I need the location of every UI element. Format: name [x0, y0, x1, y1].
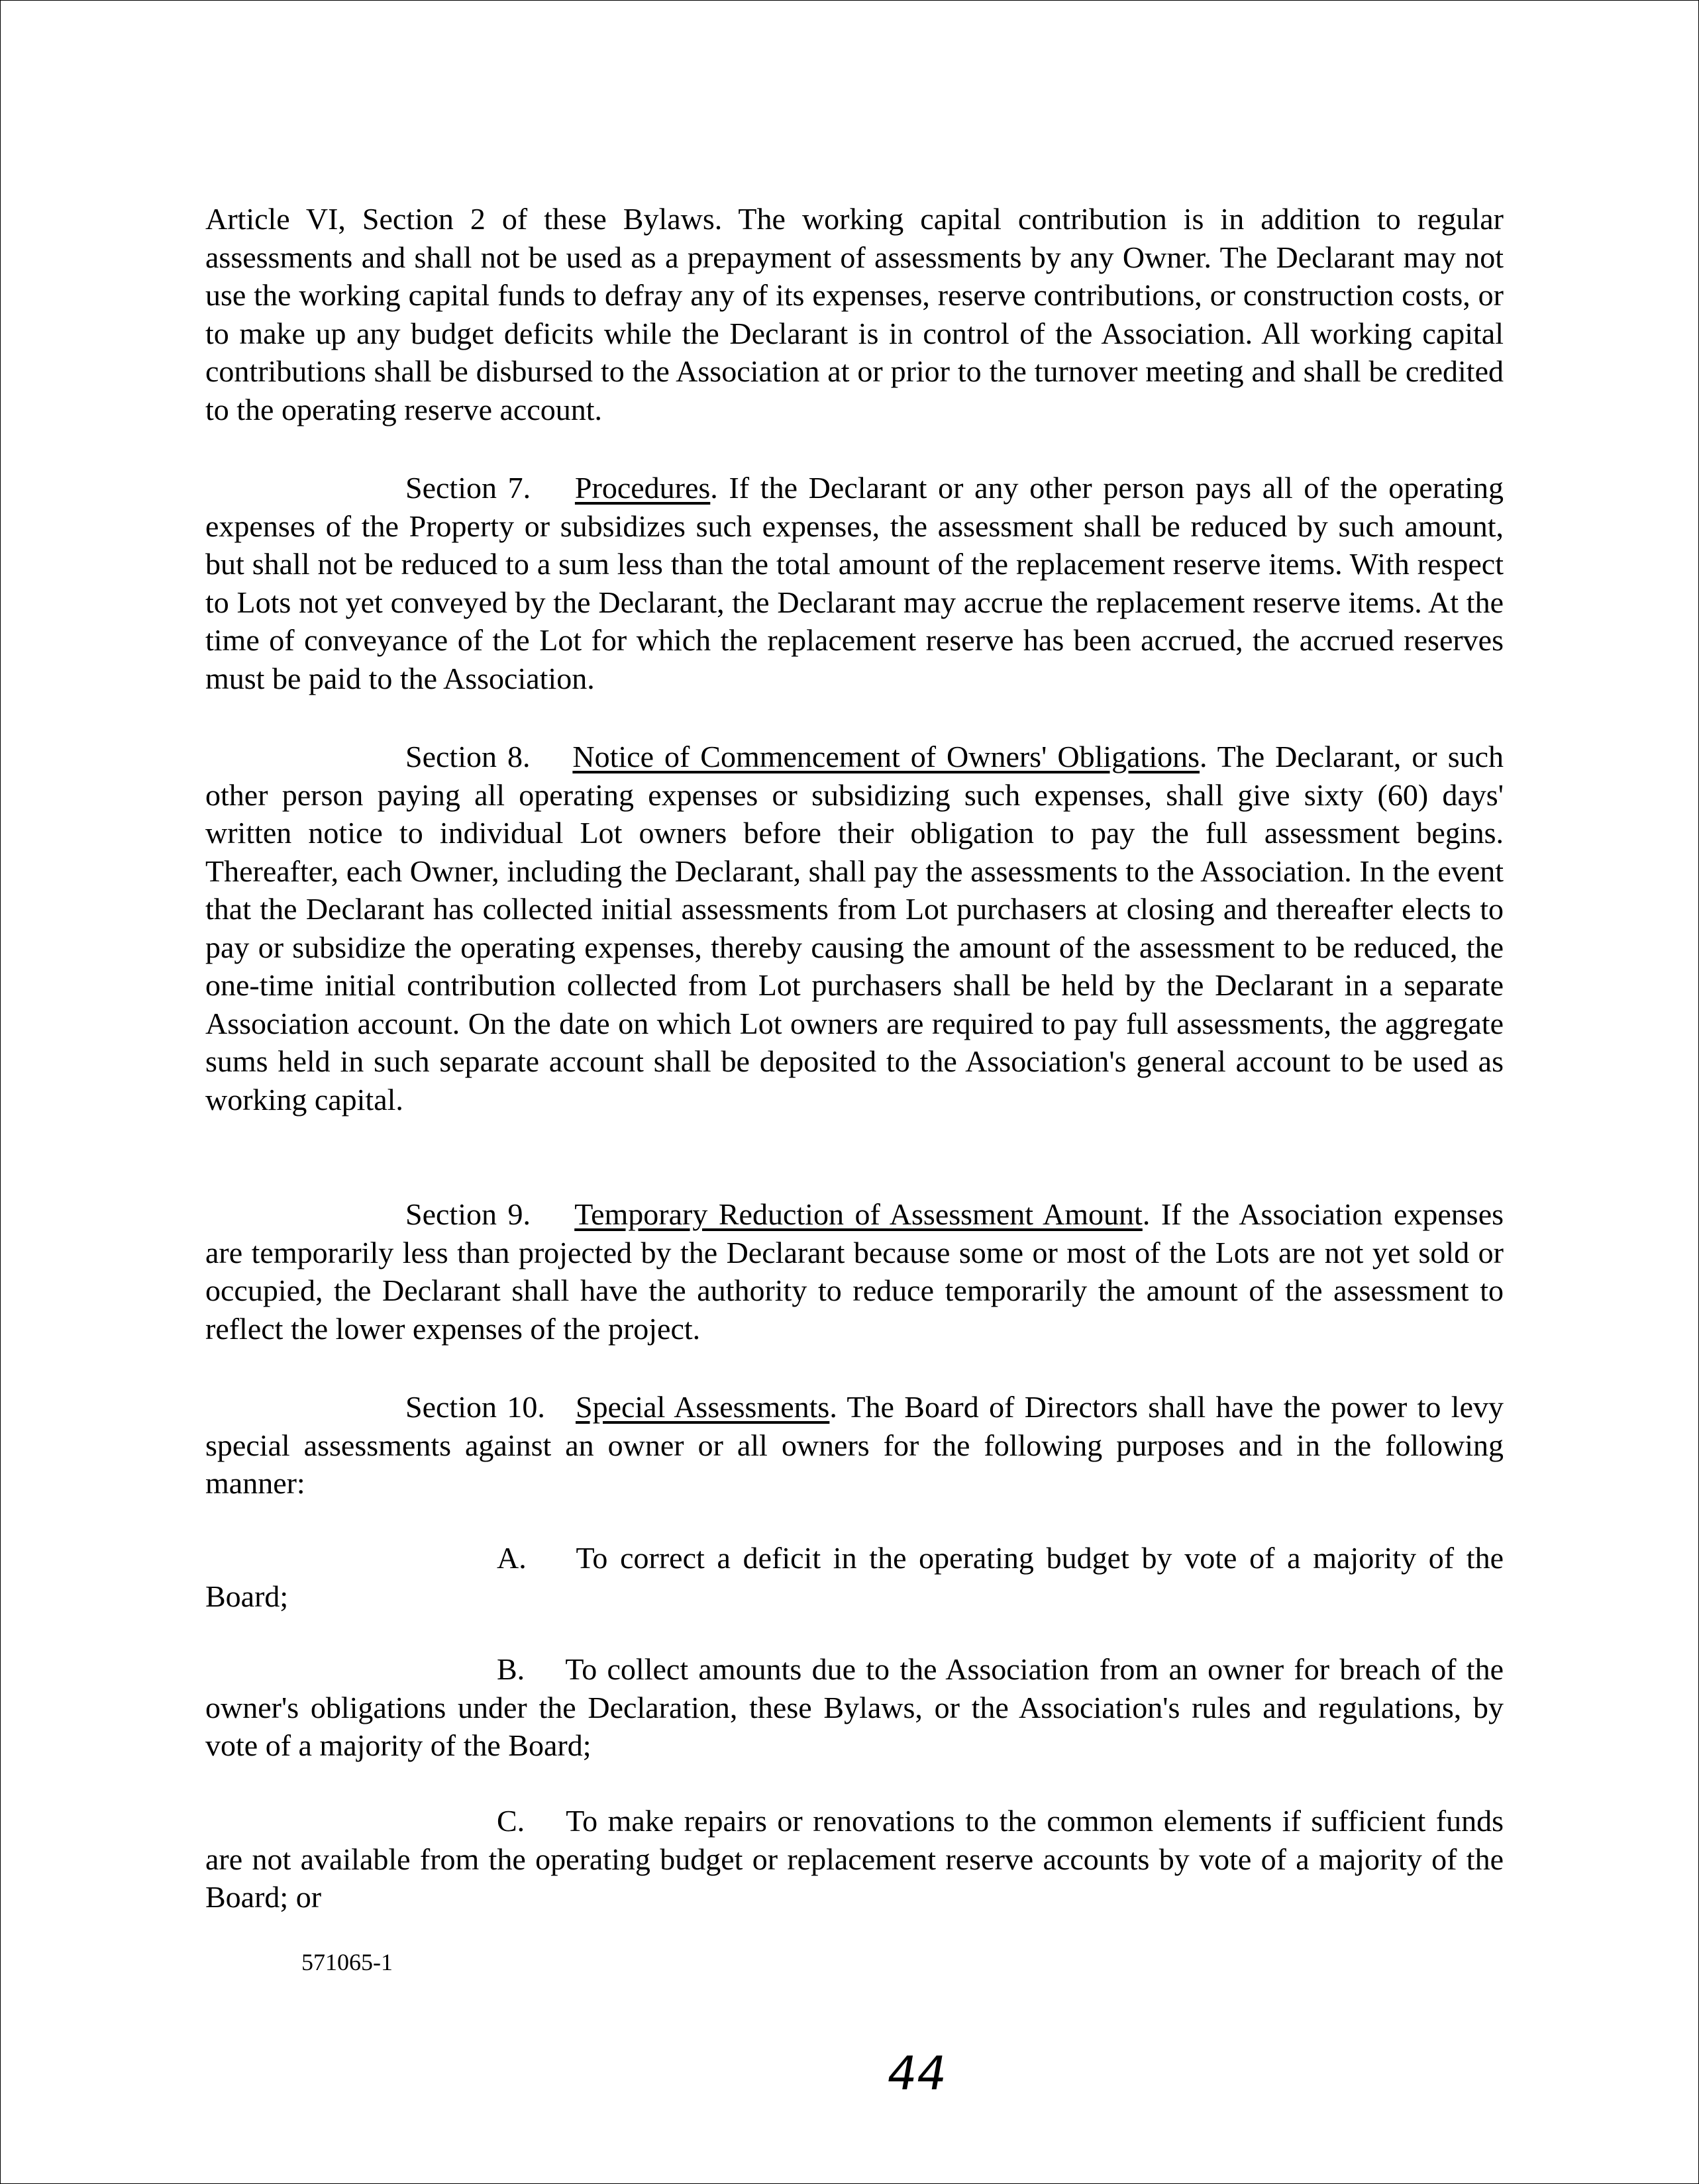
handwritten-page-number: 44 [882, 2046, 952, 2101]
item-b-paragraph [205, 1650, 1504, 1765]
document-number: 571065-1 [301, 1949, 393, 1975]
item-a-text: To correct a deficit in the operating budget by vote of a majority of the Board; [205, 1541, 1504, 1613]
section-10-heading: Special Assessments [575, 1390, 830, 1424]
item-c-paragraph [205, 1802, 1504, 1916]
section-10-label: Section 10. [405, 1390, 545, 1424]
item-a-label: A. [497, 1541, 527, 1575]
section-10-paragraph [205, 1388, 1504, 1503]
section-9-label: Section 9. [405, 1197, 531, 1231]
section-8-label: Section 8. [405, 740, 531, 773]
section-8-text: . The Declarant, or such other person paying all operating expenses or subsidizing such expenses, shall give sixty (60) days' written notice to individual Lot owners before their obligation to pay the full assessment begins. Thereafter, each Owner, including the Declarant, shall pay the assessments to the Association. In the event that the Declarant has collected initial assessments from Lot purchasers at closing and thereafter elects to pay or subsidize the operating expenses, thereby causing the amount of the assessment to be reduced, the one-time initial contribution collected from Lot purchasers shall be held by the Declarant in a separate Association account. On the date on which Lot owners are required to pay full assessments, the aggregate sums held in such separate account shall be deposited to the Association's general account to be used as working capital. [205, 740, 1504, 1117]
section-10-text: . The Board of Directors shall have the power to levy special assessments against an owner or all owners for the following purposes and in the following manner: [205, 1390, 1504, 1500]
section-9-text: . If the Association expenses are temporarily less than projected by the Declarant because some or most of the Lots are not yet sold or occupied, the Declarant shall have the authority to reduce temporarily the amount of the assessment to reflect the lower expenses of the project. [205, 1197, 1504, 1346]
item-c-label: C. [497, 1804, 525, 1838]
item-b-label: B. [497, 1652, 525, 1686]
section-7-text: . If the Declarant or any other person pays all of the operating expenses of the Property or subsidizes such expenses, the assessment shall be reduced by such amount, but shall not be reduced to a sum less than the total amount of the replacement reserve items. With respect to Lots not yet conveyed by the Declarant, the Declarant may accrue the replacement reserve items. At the time of conveyance of the Lot for which the replacement reserve has been accrued, the accrued reserves must be paid to the Association. [205, 471, 1504, 695]
section-9-paragraph [205, 1195, 1504, 1348]
section-8-heading: Notice of Commencement of Owners' Obligations [572, 740, 1200, 773]
item-c-text: To make repairs or renovations to the common elements if sufficient funds are not available from the operating budget or replacement reserve accounts by vote of a majority of the Board; or [205, 1804, 1504, 1914]
section-7-heading: Procedures [574, 471, 711, 505]
item-a-paragraph [205, 1539, 1504, 1615]
paragraph-intro: Article VI, Section 2 of these Bylaws. The working capital contribution is in addition to regular assessments and shall not be used as a prepayment of assessments by any Owner. The Declarant may not use the working capital funds to defray any of its expenses, reserve contributions, or construction costs, or to make up any budget deficits while the Declarant is in control of the Association. All working capital contributions shall be disbursed to the Association at or prior to the turnover meeting and shall be credited to the operating reserve account. [205, 202, 1504, 426]
item-b-text: To collect amounts due to the Association from an owner for breach of the owner's obligations under the Declaration, these Bylaws, or the Association's rules and regulations, by vote of a majority of the Board; [205, 1652, 1504, 1762]
section-7-paragraph [205, 469, 1504, 697]
section-9-heading: Temporary Reduction of Assessment Amount [574, 1197, 1143, 1231]
section-8-paragraph [205, 738, 1504, 1118]
section-7-label: Section 7. [405, 471, 531, 505]
